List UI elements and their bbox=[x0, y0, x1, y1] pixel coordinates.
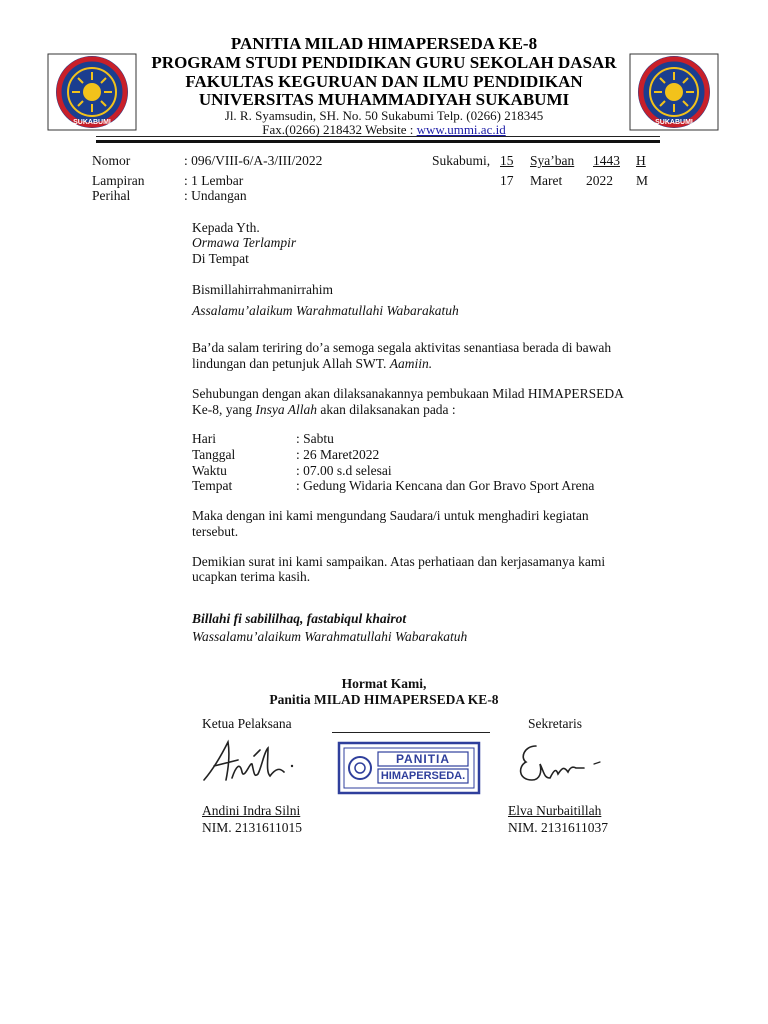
detail-label-tempat: Tempat bbox=[192, 478, 233, 493]
website-link[interactable]: www.ummi.ac.id bbox=[416, 122, 506, 137]
insya-allah-text: Insya Allah bbox=[255, 402, 317, 417]
recipient-to: Kepada Yth. bbox=[192, 220, 260, 235]
detail-label-waktu: Waktu bbox=[192, 463, 227, 478]
right-signature-image bbox=[514, 738, 606, 788]
detail-label-hari: Hari bbox=[192, 431, 216, 446]
right-signer-role: Sekretaris bbox=[528, 716, 582, 731]
paragraph-2-line-2 bbox=[192, 402, 456, 418]
regards-text: Hormat Kami, bbox=[341, 676, 427, 691]
letterhead-address: Jl. R. Syamsudin, SH. No. 50 Sukabumi Telp. (0266) 218345 bbox=[224, 108, 544, 123]
aamiin-text: Aamiin. bbox=[389, 356, 433, 371]
hijri-month: Sya’ban bbox=[530, 153, 575, 168]
motto: Billahi fi sabililhaq, fastabiqul khairot bbox=[192, 611, 407, 626]
greg-day: 17 bbox=[500, 173, 514, 188]
letterhead-contact bbox=[0, 122, 768, 137]
stamp-line-2: HIMAPERSEDA. bbox=[380, 770, 466, 782]
left-signer-name: Andini Indra Silni bbox=[202, 803, 301, 818]
opening-salam: Assalamu’alaikum Warahmatullahi Wabarakatuh bbox=[192, 303, 459, 318]
letterhead-divider-thick bbox=[96, 140, 660, 143]
closing-salam: Wassalamu’alaikum Warahmatullahi Wabarakatuh bbox=[192, 629, 468, 644]
nomor-label: Nomor bbox=[92, 153, 131, 168]
greg-suffix: M bbox=[636, 173, 649, 188]
paragraph-3-line-2: tersebut. bbox=[192, 524, 239, 539]
hijri-day: 15 bbox=[500, 153, 514, 168]
greg-year: 2022 bbox=[586, 173, 613, 188]
detail-value-waktu: : 07.00 s.d selesai bbox=[296, 463, 392, 478]
paragraph-4-line-2: ucapkan terima kasih. bbox=[192, 569, 311, 584]
detail-value-tempat: : Gedung Widaria Kencana dan Gor Bravo Sport Arena bbox=[296, 478, 595, 493]
hijri-suffix: H bbox=[636, 153, 646, 168]
letterhead-line-3: FAKULTAS KEGURUAN DAN ILMU PENDIDIKAN bbox=[185, 72, 583, 91]
paragraph-4-line-1: Demikian surat ini kami sampaikan. Atas perhatiaan dan kerjasamanya kami bbox=[192, 554, 606, 569]
paragraph-1-line-1: Ba’da salam teriring do’a semoga segala aktivitas senantiasa berada di bawah bbox=[192, 340, 612, 355]
right-signer-name: Elva Nurbaitillah bbox=[508, 803, 602, 818]
perihal-value: : Undangan bbox=[184, 188, 247, 203]
detail-value-tanggal: : 26 Maret2022 bbox=[296, 447, 380, 462]
letterhead-line-4: UNIVERSITAS MUHAMMADIYAH SUKABUMI bbox=[198, 90, 570, 109]
committee-name: Panitia MILAD HIMAPERSEDA KE-8 bbox=[269, 692, 499, 707]
letterhead-line-1: PANITIA MILAD HIMAPERSEDA KE-8 bbox=[230, 34, 538, 53]
paragraph-2-text-b: akan dilaksanakan pada : bbox=[320, 402, 456, 417]
paragraph-1-line-2 bbox=[192, 356, 432, 372]
basmalah: Bismillahirrahmanirrahim bbox=[192, 282, 333, 297]
letterhead-line-2: PROGRAM STUDI PENDIDIKAN GURU SEKOLAH DASAR bbox=[151, 53, 617, 72]
committee-stamp bbox=[336, 740, 482, 796]
stamp-top-line bbox=[332, 732, 490, 733]
recipient-name: Ormawa Terlampir bbox=[192, 235, 297, 250]
hijri-year: 1443 bbox=[593, 153, 620, 168]
left-signature-image bbox=[198, 736, 298, 788]
detail-value-hari: : Sabtu bbox=[296, 431, 334, 446]
nomor-value: : 096/VIII-6/A-3/III/2022 bbox=[184, 153, 323, 168]
left-signer-role: Ketua Pelaksana bbox=[202, 716, 292, 731]
greg-month: Maret bbox=[530, 173, 563, 188]
paragraph-2-text-a: Ke-8, yang bbox=[192, 402, 252, 417]
paragraph-1-text: lindungan dan petunjuk Allah SWT. bbox=[192, 356, 387, 371]
right-signer-nim: NIM. 2131611037 bbox=[508, 820, 608, 835]
recipient-place: Di Tempat bbox=[192, 251, 249, 266]
detail-label-tanggal: Tanggal bbox=[192, 447, 236, 462]
svg-text:SUKABUMI: SUKABUMI bbox=[73, 119, 111, 126]
paragraph-2-line-1: Sehubungan dengan akan dilaksanakannya pembukaan Milad HIMAPERSEDA bbox=[192, 386, 624, 401]
lampiran-value: : 1 Lembar bbox=[184, 173, 244, 188]
letterhead-divider bbox=[96, 136, 660, 137]
letter-city: Sukabumi, bbox=[432, 153, 491, 168]
lampiran-label: Lampiran bbox=[92, 173, 145, 188]
fax-text: Fax.(0266) 218432 Website : bbox=[262, 122, 417, 137]
stamp-line-1: PANITIA bbox=[395, 752, 451, 766]
svg-text:SUKABUMI: SUKABUMI bbox=[655, 119, 693, 126]
perihal-label: Perihal bbox=[92, 188, 131, 203]
paragraph-3-line-1: Maka dengan ini kami mengundang Saudara/i untuk menghadiri kegiatan bbox=[192, 508, 589, 523]
left-signer-nim: NIM. 2131611015 bbox=[202, 820, 302, 835]
